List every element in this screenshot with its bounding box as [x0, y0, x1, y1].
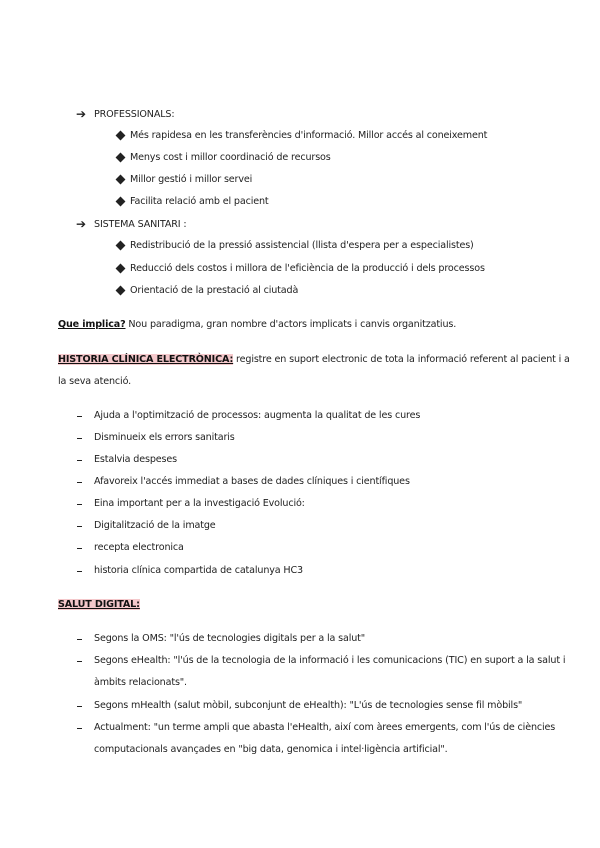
dash-bullet-icon [77, 728, 82, 729]
diamond-bullet-icon [116, 264, 126, 274]
dash-bullet-icon [77, 416, 82, 417]
professionals-heading: PROFESSIONALS: [94, 109, 175, 120]
historia-text-line1: registre en suport electronic de tota la informació referent al pacient i a [233, 354, 570, 365]
list-item: Ajuda a l'optimització de processos: augmenta la qualitat de les cures [94, 410, 421, 421]
list-item-continuation: computacionals avançades en "big data, genomica i intel·ligència artificial". [94, 744, 448, 755]
dash-bullet-icon [77, 706, 82, 707]
list-item: Actualment: "un terme ampli que abasta l'eHealth, així com àrees emergents, com l'ús de ciències [94, 722, 556, 733]
historia-paragraph [58, 354, 570, 366]
diamond-bullet-icon [116, 197, 126, 207]
list-item: Millor gestió i millor servei [130, 174, 253, 185]
dash-bullet-icon [77, 438, 82, 439]
diamond-bullet-icon [116, 241, 126, 251]
diamond-bullet-icon [116, 175, 126, 185]
list-item-continuation: àmbits relacionats". [94, 677, 187, 688]
dash-bullet-icon [77, 460, 82, 461]
historia-label: HISTORIA CLÍNICA ELECTRÒNICA: [58, 354, 234, 365]
list-item: Més rapidesa en les transferències d'informació. Millor accés al coneixement [130, 130, 488, 141]
arrow-bullet-icon: ➔ [76, 107, 87, 121]
list-item: Redistribució de la pressió assistencial (llista d'espera per a especialistes) [130, 240, 474, 251]
list-item: recepta electronica [94, 542, 184, 553]
list-item: Segons la OMS: "l'ús de tecnologies digitals per a la salut" [94, 633, 366, 644]
implica-label: Que implica? [58, 319, 126, 330]
list-item: Orientació de la prestació al ciutadà [130, 285, 299, 296]
dash-bullet-icon [77, 526, 82, 527]
sistema-heading: SISTEMA SANITARI : [94, 219, 187, 230]
list-item: historia clínica compartida de catalunya HC3 [94, 565, 304, 576]
dash-bullet-icon [77, 548, 82, 549]
salut-heading: SALUT DIGITAL: [58, 599, 140, 610]
dash-bullet-icon [77, 504, 82, 505]
list-item: Digitalització de la imatge [94, 520, 216, 531]
list-item: Facilita relació amb el pacient [130, 196, 269, 207]
dash-bullet-icon [77, 661, 82, 662]
dash-bullet-icon [77, 639, 82, 640]
diamond-bullet-icon [116, 153, 126, 163]
implica-text: Nou paradigma, gran nombre d'actors implicats i canvis organitzatius. [125, 319, 457, 330]
arrow-bullet-icon: ➔ [76, 217, 87, 231]
list-item: Segons eHealth: "l'ús de la tecnologia de la informació i les comunicacions (TIC) en suport a la salut i [94, 655, 566, 666]
list-item: Afavoreix l'accés immediat a bases de dades clíniques i científiques [94, 476, 410, 487]
list-item: Reducció dels costos i millora de l'eficiència de la producció i dels processos [130, 263, 485, 274]
dash-bullet-icon [77, 482, 82, 483]
diamond-bullet-icon [116, 131, 126, 141]
implica-paragraph [58, 319, 456, 331]
list-item: Segons mHealth (salut mòbil, subconjunt de eHealth): "L'ús de tecnologies sense fil mòbils" [94, 700, 523, 711]
dash-bullet-icon [77, 571, 82, 572]
diamond-bullet-icon [116, 286, 126, 296]
list-item: Eina important per a la investigació Evolució: [94, 498, 305, 509]
list-item: Menys cost i millor coordinació de recursos [130, 152, 331, 163]
list-item: Estalvia despeses [94, 454, 177, 465]
salut-heading-line [58, 599, 140, 611]
list-item: Disminueix els errors sanitaris [94, 432, 235, 443]
historia-text-line2: la seva atenció. [58, 376, 132, 387]
